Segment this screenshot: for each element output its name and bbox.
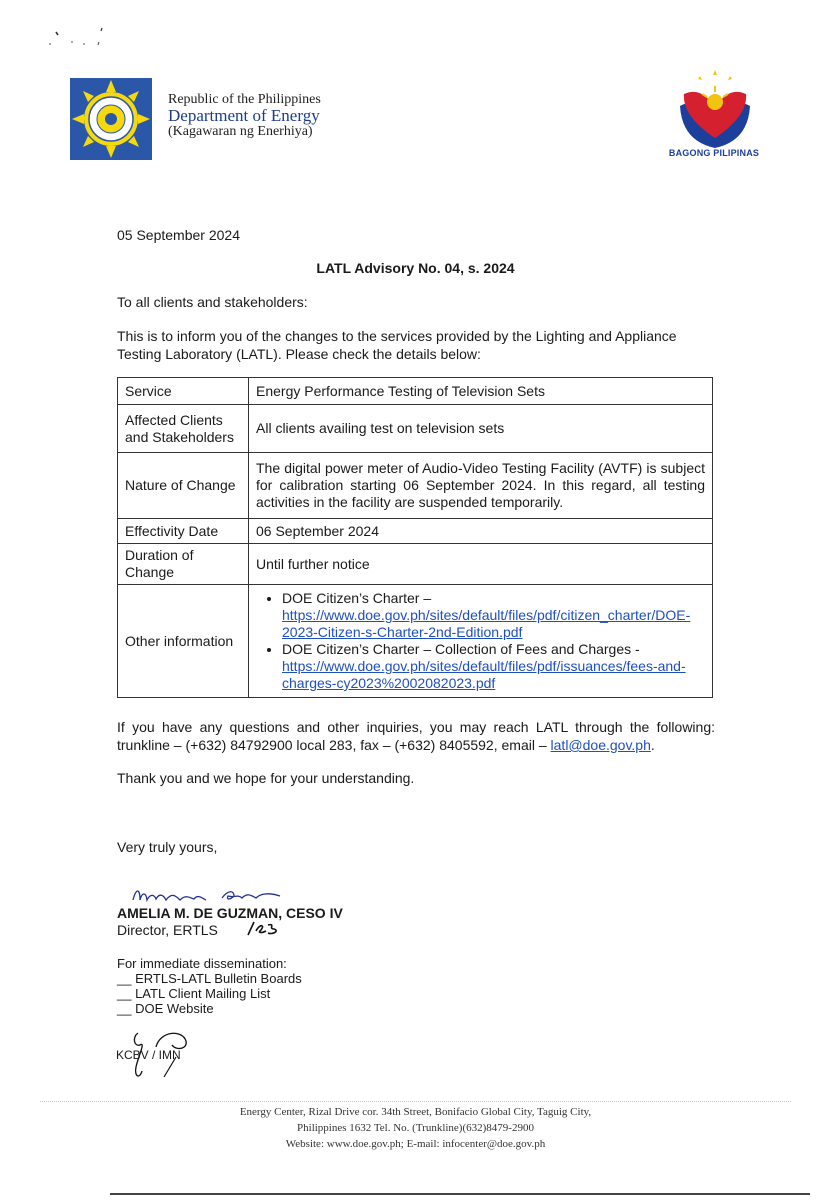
row-value: 06 September 2024 [249,519,713,544]
signatory-title: Director, ERTLS [117,922,218,938]
table-row [118,378,713,405]
list-item [282,641,705,692]
doe-seal-icon [70,78,152,160]
dissemination-item: __ DOE Website [117,1001,302,1016]
contact-text: If you have any questions and other inquiries, you may reach LATL through the following: trunkline – (+632) 84792900 local 283, fax – (+632) 8405592, email – [117,719,715,753]
signatory-name: AMELIA M. DE GUZMAN, CESO IV [117,905,343,921]
agency-name-block [168,92,321,140]
other-info-text: DOE Citizen’s Charter – [282,590,432,606]
row-label: Duration of Change [118,544,249,585]
scan-artifact-marks [46,24,116,52]
advisory-title: LATL Advisory No. 04, s. 2024 [316,260,515,276]
contact-end: . [650,737,655,753]
row-label: Other information [118,585,249,698]
table-row [118,585,713,698]
other-info-list [256,590,705,692]
intro-paragraph: This is to inform you of the changes to the services provided by the Lighting and Appliance Testing Laboratory (LATL). Please check the details below: [117,328,677,362]
dissemination-heading: For immediate dissemination: [117,956,287,971]
row-value [249,585,713,698]
salutation: To all clients and stakeholders: [117,294,308,310]
republic-line: Republic of the Philippines [168,92,321,107]
thanks-line: Thank you and we hope for your understanding. [117,770,415,786]
row-value: The digital power meter of Audio-Video Testing Facility (AVTF) is subject for calibration starting 06 September 2024. In this regard, all testing activities in the facility are suspended temporarily. [249,453,713,519]
list-item [282,590,705,641]
citizen-charter-link[interactable]: https://www.doe.gov.ph/sites/default/files/pdf/citizen_charter/DOE-2023-Citizen-s-Charter-2nd-Edition.pdf [282,607,691,640]
table-row [118,519,713,544]
dissemination-item: __ ERTLS-LATL Bulletin Boards [117,971,302,986]
dissemination-item: __ LATL Client Mailing List [117,986,302,1001]
email-link[interactable]: latl@doe.gov.ph [550,737,651,753]
table-row [118,453,713,519]
row-label: Nature of Change [118,453,249,519]
details-table [117,377,713,698]
row-value: All clients availing test on television sets [249,405,713,453]
letter-date: 05 September 2024 [117,227,240,243]
footer-address [0,1104,831,1152]
footer-line: Philippines 1632 Tel. No. (Trunkline)(632)8479-2900 [297,1122,534,1134]
contact-paragraph [117,718,715,754]
department-name: Department of Energy [168,106,320,125]
footer-line: Website: www.doe.gov.ph; E-mail: infocenter@doe.gov.ph [285,1138,546,1150]
table-row [118,405,713,453]
table-row [118,544,713,585]
footer-divider [40,1101,791,1102]
reference-initials: KCBV / IMN [116,1048,181,1062]
bagong-pilipinas-wordmark: BAGONG PILIPINAS [668,148,760,158]
footer-line: Energy Center, Rizal Drive cor. 34th Street, Bonifacio Global City, Taguig City, [239,1106,592,1118]
page-bottom-edge [110,1193,810,1195]
handwritten-initials [246,919,280,937]
handwritten-signature [130,884,290,906]
fees-charges-link[interactable]: https://www.doe.gov.ph/sites/default/files/pdf/issuances/fees-and-charges-cy2023%2002082023.pdf [282,658,686,691]
row-value: Energy Performance Testing of Television Sets [249,378,713,405]
dissemination-list [117,956,302,1016]
row-value: Until further notice [249,544,713,585]
other-info-text: DOE Citizen’s Charter – Collection of Fees and Charges - [282,641,640,657]
closing-line: Very truly yours, [117,839,218,855]
row-label: Service [118,378,249,405]
department-local-name: (Kagawaran ng Enerhiya) [168,124,313,139]
row-label: Affected Clients and Stakeholders [118,405,249,453]
row-label: Effectivity Date [118,519,249,544]
